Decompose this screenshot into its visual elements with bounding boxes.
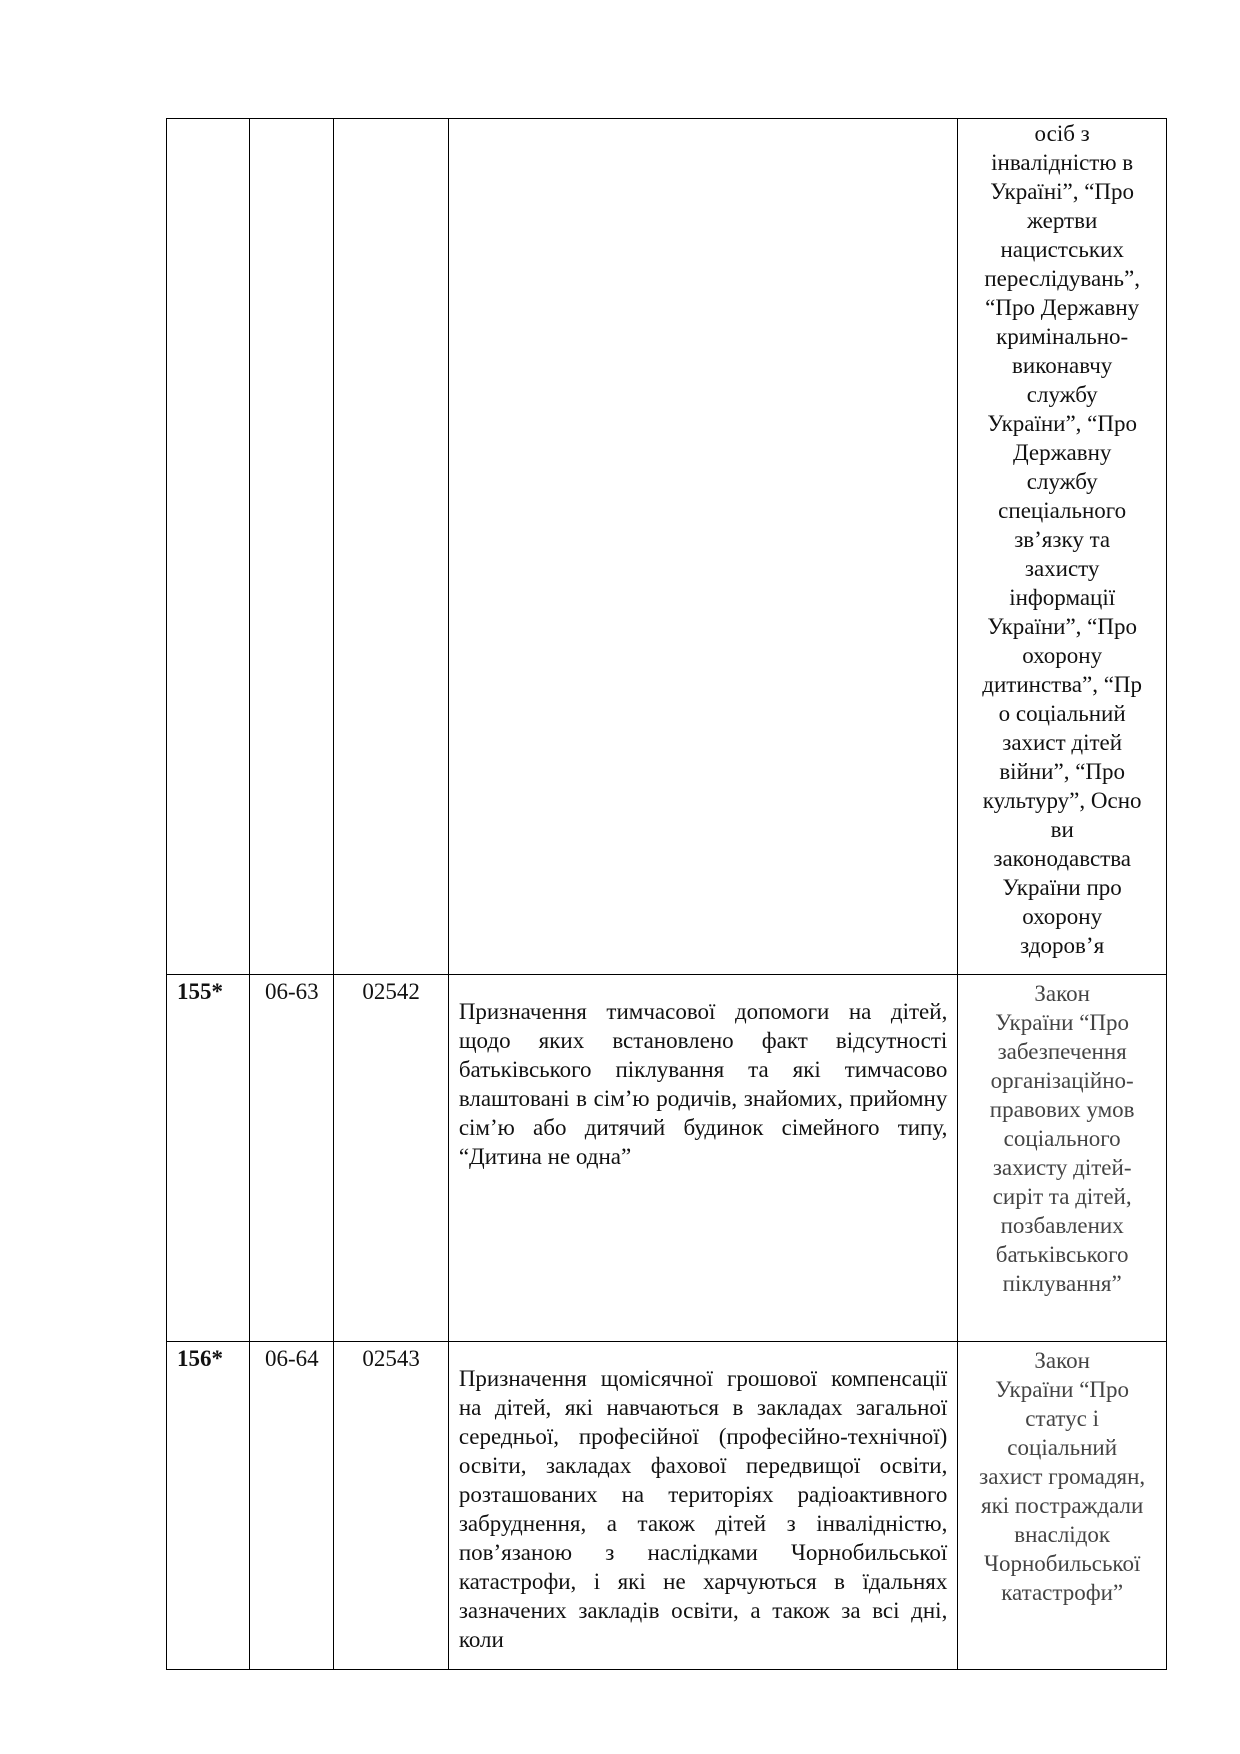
- law-text-line: о соціальний: [998, 701, 1126, 726]
- law-text-line: Державну: [1012, 440, 1112, 465]
- law-text-line: “Про Державну: [985, 295, 1140, 320]
- law-text-line: правових умов: [989, 1097, 1135, 1122]
- law-text-line: службу: [1026, 382, 1098, 407]
- law-text-line: виконавчу: [1012, 353, 1113, 378]
- law-text-line: України”, “Про: [987, 614, 1137, 639]
- law-cell: [958, 1342, 1167, 1670]
- law-text-line: законодавства: [993, 846, 1131, 871]
- description-cell: Призначення щомісячної грошової компенсації на дітей, які навчаються в закладах загальної середньої, професійної (професійно-технічної) освіти, закладах фахової передвищої освіти, розташованих на територіях радіоактивного забруднення, а також дітей з інвалідністю, пов’язаною з наслідками Чорнобильської катастрофи, і які не харчуються в їдальнях зазначених закладів освіти, а також за всі дні, коли: [448, 1342, 958, 1670]
- law-text-line: переслідувань”,: [984, 266, 1140, 291]
- law-text-line: Закон: [1034, 981, 1090, 1006]
- law-text-line: захисту: [1024, 556, 1100, 581]
- service-code-cell: 02543: [334, 1342, 448, 1670]
- row-number-cell: [167, 119, 250, 975]
- law-text-line: захисту дітей-: [992, 1155, 1132, 1180]
- law-text-line: захист дітей: [1002, 730, 1123, 755]
- law-cell: [958, 119, 1167, 975]
- law-text-line: зв’язку та: [1014, 527, 1111, 552]
- law-text-line: охорону: [1022, 643, 1103, 668]
- law-text-line: організаційно-: [990, 1068, 1134, 1093]
- law-cell: [958, 975, 1167, 1342]
- description-cell: [448, 119, 958, 975]
- table-row: [167, 1342, 1167, 1670]
- description-cell: Призначення тимчасової допомоги на дітей, щодо яких встановлено факт відсутності батьківського піклування та які тимчасово влаштовані в сім’ю родичів, знайомих, прийомну сім’ю або дитячий будинок сімейного типу, “Дитина не одна”: [448, 975, 958, 1342]
- table-row: [167, 975, 1167, 1342]
- row-number-cell: 155*: [167, 975, 250, 1342]
- code-cell: 06-64: [250, 1342, 334, 1670]
- law-text-line: Закон: [1034, 1348, 1090, 1373]
- law-text-line: дитинства”, “Пр: [982, 672, 1143, 697]
- law-text-line: України”, “Про: [987, 411, 1137, 436]
- law-text-line: соціальний: [1007, 1435, 1118, 1460]
- law-text-line: соціального: [1003, 1126, 1121, 1151]
- table-row: [167, 119, 1167, 975]
- service-code-cell: [334, 119, 448, 975]
- law-text-line: катастрофи”: [1001, 1580, 1124, 1605]
- code-cell: 06-63: [250, 975, 334, 1342]
- law-text-line: забезпечення: [997, 1039, 1127, 1064]
- code-cell: [250, 119, 334, 975]
- law-text-line: які постраждали: [981, 1493, 1144, 1518]
- law-text-line: Україні”, “Про: [990, 179, 1135, 204]
- law-text-line: нацистських: [1000, 237, 1124, 262]
- row-number-cell: 156*: [167, 1342, 250, 1670]
- law-text-line: інвалідністю в: [991, 150, 1134, 175]
- law-text-line: батьківського: [995, 1242, 1129, 1267]
- services-table: [166, 118, 1167, 1670]
- law-text-line: осіб з: [1034, 121, 1090, 146]
- law-text-line: України “Про: [995, 1377, 1130, 1402]
- law-text-line: внаслідок: [1014, 1522, 1111, 1547]
- law-text-line: охорону: [1022, 904, 1103, 929]
- law-text-line: сиріт та дітей,: [992, 1184, 1132, 1209]
- law-text-line: Чорнобильської: [984, 1551, 1141, 1576]
- law-text-line: ви: [1050, 817, 1074, 842]
- law-text-line: інформації: [1009, 585, 1116, 610]
- law-text-line: спеціального: [998, 498, 1127, 523]
- law-text-line: захист громадян,: [979, 1464, 1146, 1489]
- law-text-line: жертви: [1027, 208, 1098, 233]
- law-text-line: статус і: [1025, 1406, 1100, 1431]
- law-text-line: України “Про: [995, 1010, 1130, 1035]
- law-text-line: службу: [1026, 469, 1098, 494]
- law-text-line: здоров’я: [1020, 933, 1105, 958]
- law-text-line: культуру”, Осно: [982, 788, 1142, 813]
- law-text-line: війни”, “Про: [999, 759, 1126, 784]
- service-code-cell: 02542: [334, 975, 448, 1342]
- law-text-line: піклування”: [1002, 1271, 1122, 1296]
- law-text-line: позбавлених: [1000, 1213, 1124, 1238]
- law-text-line: кримінально-: [996, 324, 1129, 349]
- law-text-line: України про: [1002, 875, 1122, 900]
